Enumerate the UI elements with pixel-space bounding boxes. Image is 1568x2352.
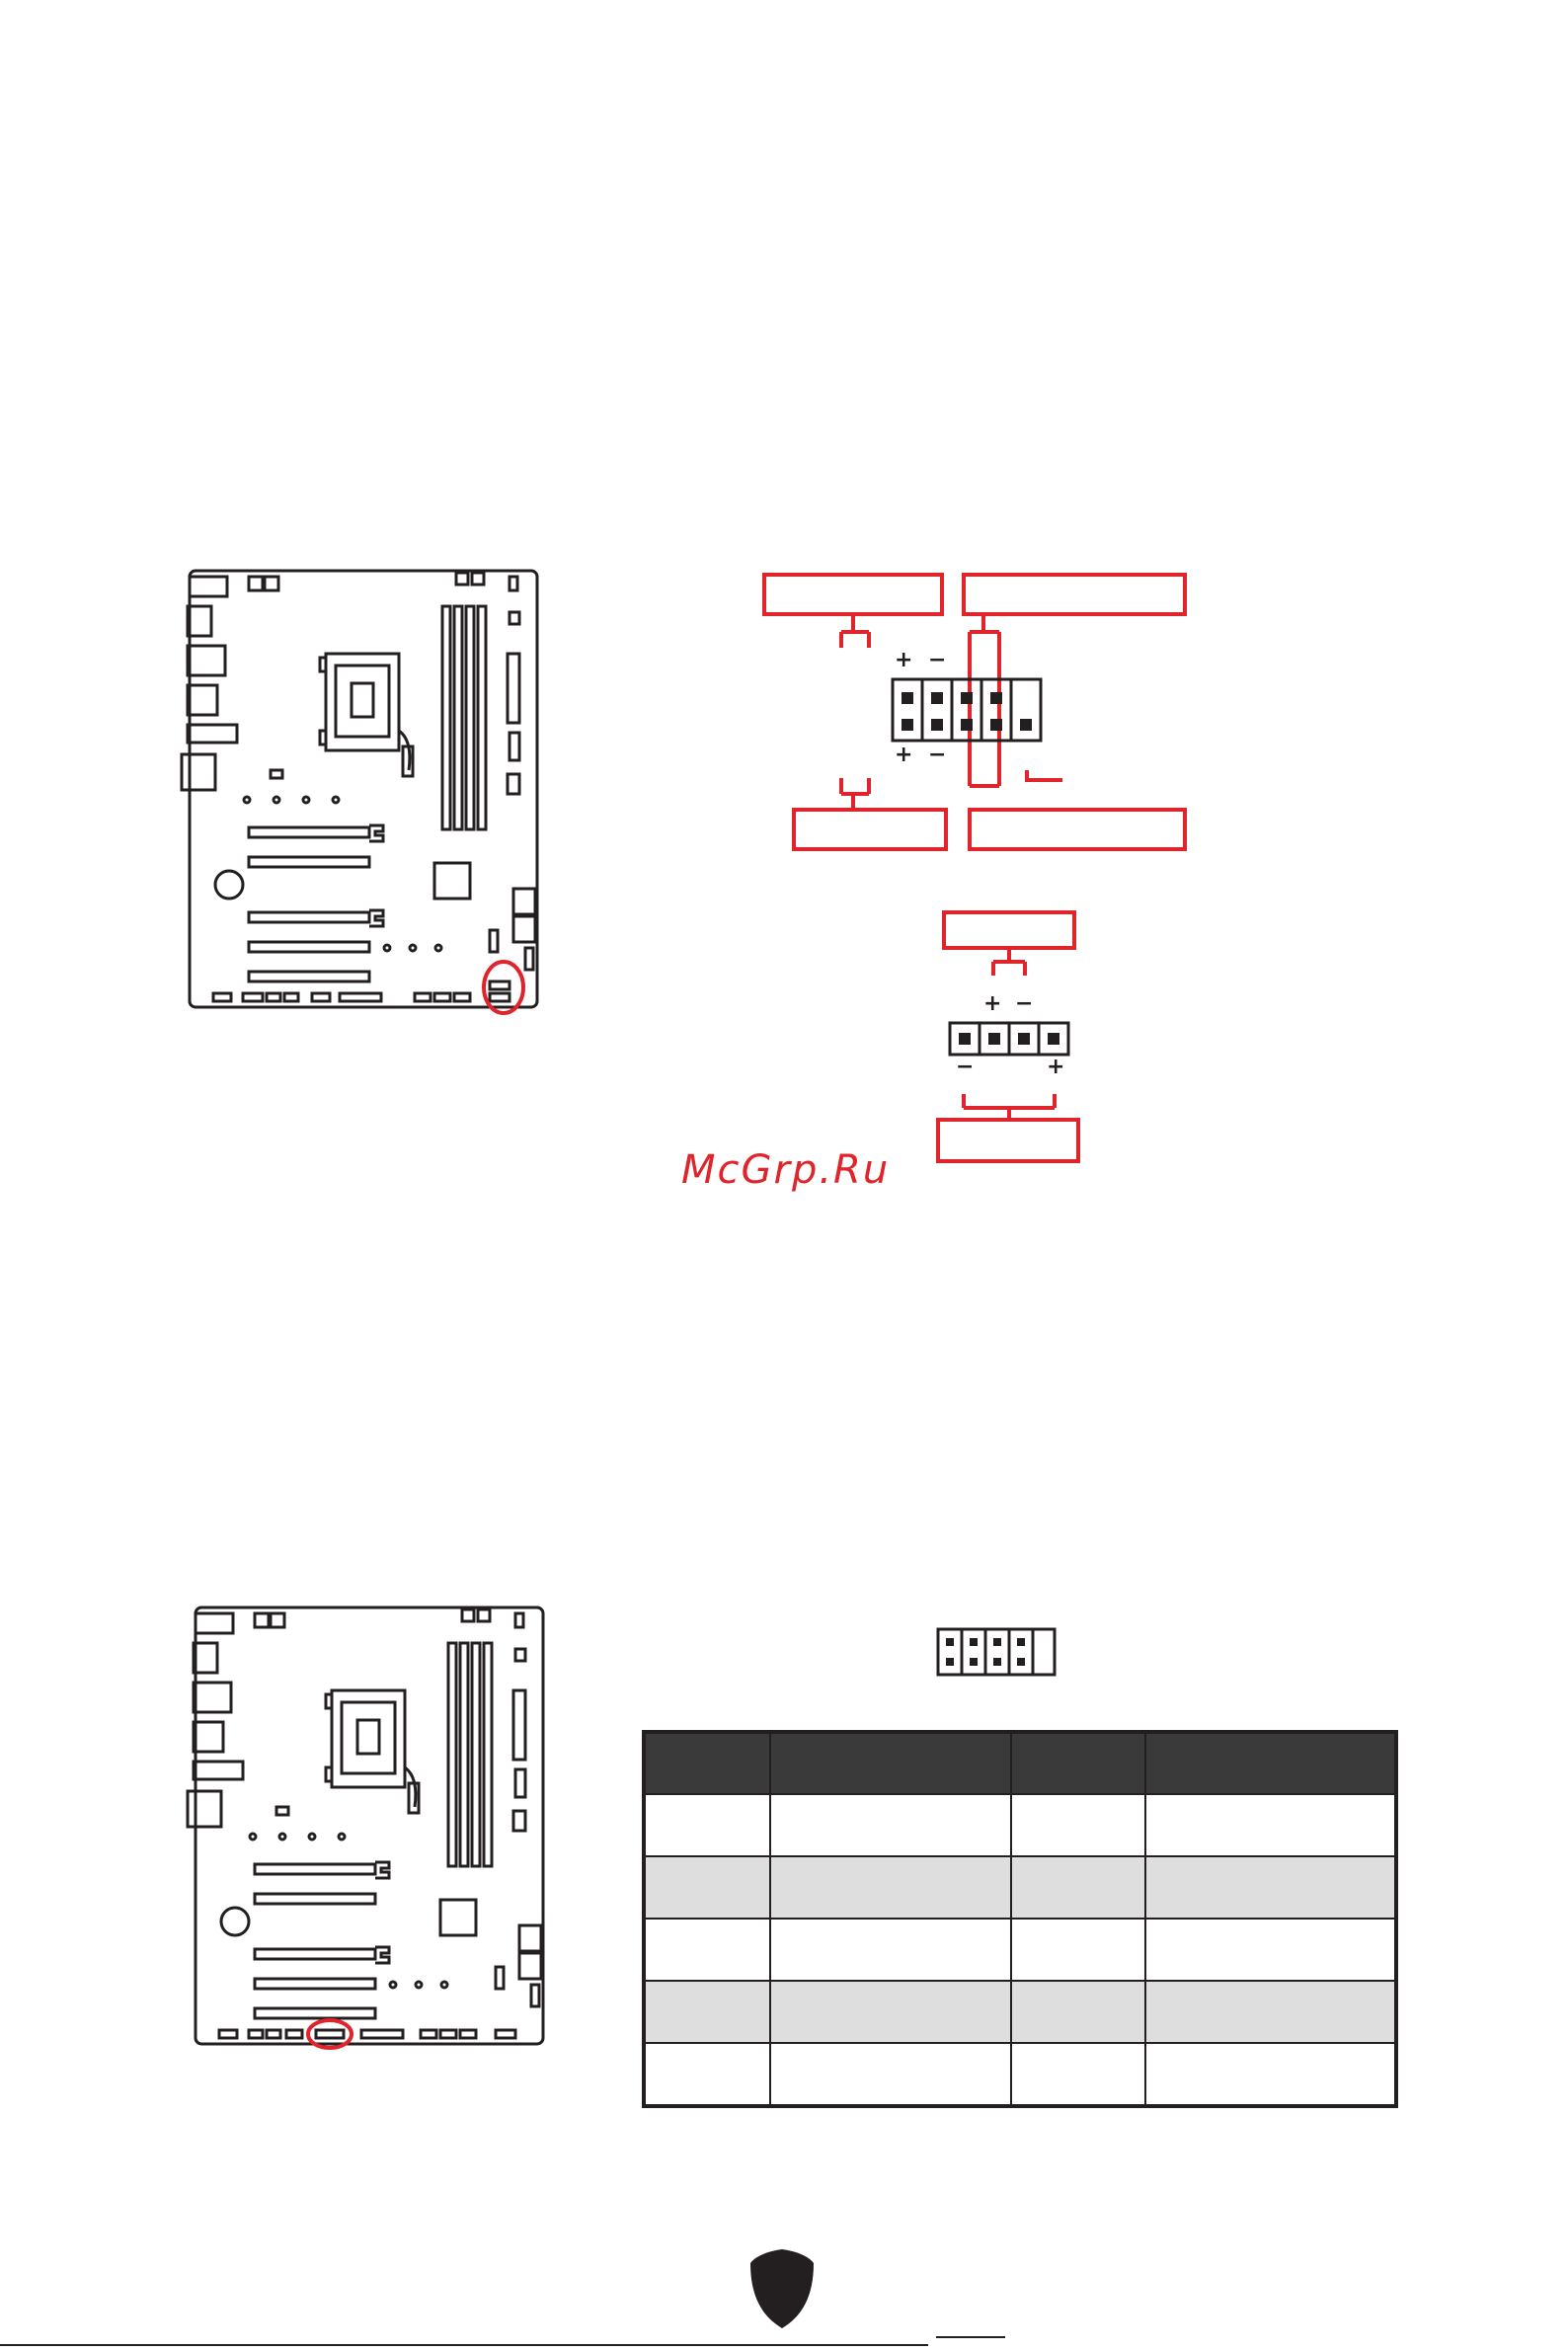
polarity-bottom-plus: + xyxy=(895,743,913,767)
table-cell xyxy=(1145,1981,1396,2043)
table-row xyxy=(644,2043,1396,2106)
table-cell xyxy=(1145,1794,1396,1856)
label-box-top-right xyxy=(964,575,1185,614)
table-cell xyxy=(644,1856,770,1919)
table-cell xyxy=(1011,1856,1145,1919)
footer-page-mark xyxy=(936,2336,1005,2338)
polarity-top-minus: − xyxy=(1015,991,1034,1016)
table-row xyxy=(644,1856,1396,1919)
table-cell xyxy=(770,2043,1011,2106)
table-cell xyxy=(770,1919,1011,1981)
watermark-text: McGrp.Ru xyxy=(681,1147,891,1193)
table-cell xyxy=(1145,1856,1396,1919)
table-cell xyxy=(644,2043,770,2106)
table-cell xyxy=(770,1794,1011,1856)
column-header xyxy=(1145,1732,1396,1794)
table-cell xyxy=(1011,1981,1145,2043)
polarity-top-plus: + xyxy=(895,648,913,672)
table-cell xyxy=(1011,2043,1145,2106)
table-cell xyxy=(1145,1919,1396,1981)
motherboard-diagram-bottom xyxy=(184,1600,559,2064)
table-row xyxy=(644,1981,1396,2043)
label-box-top xyxy=(944,912,1074,948)
pin-definition-table xyxy=(642,1730,1398,2108)
column-header xyxy=(644,1732,770,1794)
table-cell xyxy=(770,1981,1011,2043)
polarity-top-minus: − xyxy=(928,648,947,672)
column-header xyxy=(1011,1732,1145,1794)
label-box-bottom-left xyxy=(794,810,946,849)
four-pin-header-diagram xyxy=(928,901,1096,1167)
shield-logo-icon xyxy=(748,2247,816,2330)
footer-rule xyxy=(0,2344,928,2346)
label-box-top-left xyxy=(764,575,942,614)
pinout-icon xyxy=(934,1625,1058,1679)
polarity-bottom-minus: − xyxy=(928,743,947,767)
table-cell xyxy=(1145,2043,1396,2106)
table-row xyxy=(644,1794,1396,1856)
panel-header-diagram xyxy=(750,563,1205,859)
table-row xyxy=(644,1919,1396,1981)
table-cell xyxy=(1011,1919,1145,1981)
motherboard-diagram-top xyxy=(178,563,553,1027)
label-box-bottom-right xyxy=(970,810,1185,849)
table-header-row xyxy=(644,1732,1396,1794)
polarity-bottom-minus: − xyxy=(956,1055,975,1079)
table-cell xyxy=(644,1794,770,1856)
polarity-top-plus: + xyxy=(983,991,1002,1016)
table-cell xyxy=(644,1981,770,2043)
polarity-bottom-plus: + xyxy=(1047,1055,1065,1079)
table-cell xyxy=(770,1856,1011,1919)
table-cell xyxy=(1011,1794,1145,1856)
label-box-bottom xyxy=(938,1120,1078,1161)
table-cell xyxy=(644,1919,770,1981)
column-header xyxy=(770,1732,1011,1794)
